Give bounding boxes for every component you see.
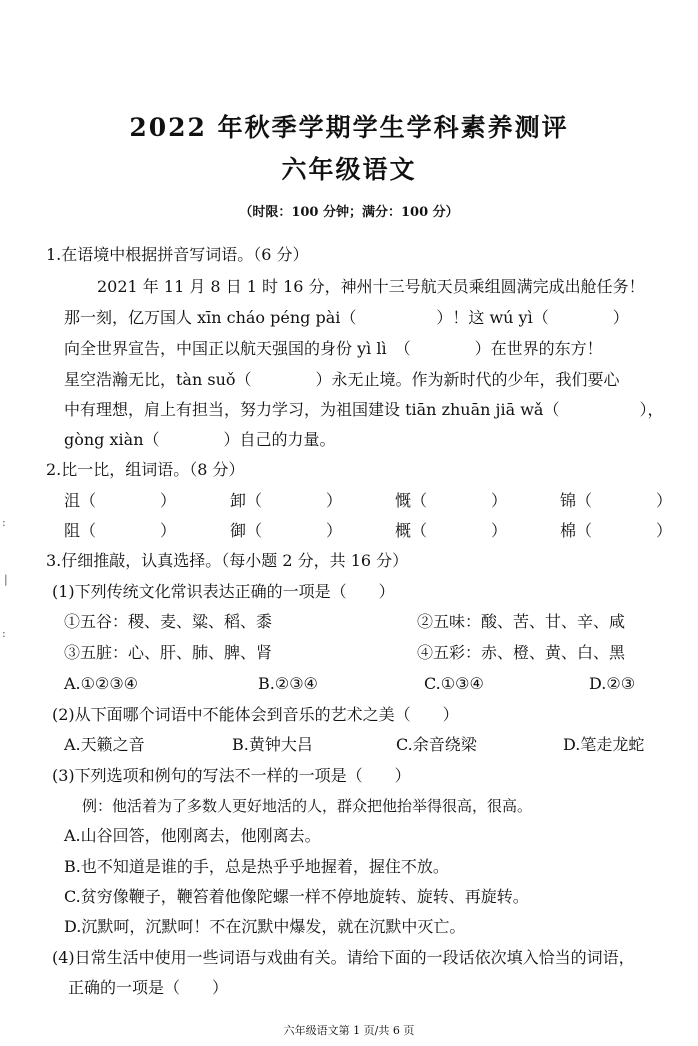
q1-heading: 1.在语境中根据拼音写词语。（6 分）	[46, 245, 309, 264]
page-footer: 六年级语文第 1 页/共 6 页	[283, 1024, 415, 1037]
q3-3-option: A.山谷回答，他刚离去，他刚离去。	[64, 826, 321, 845]
q3-3-option: C.贫穷像鞭子，鞭笞着他像陀螺一样不停地旋转、旋转、再旋转。	[64, 887, 529, 906]
q3-1-option: B.②③④	[258, 674, 318, 693]
q2-cell: 卸（ ）	[230, 491, 343, 510]
q3-4-stem-cont: 正确的一项是（ ）	[68, 978, 229, 997]
q3-3-option: B.也不知道是谁的手，总是热乎乎地握着，握住不放。	[64, 857, 449, 876]
q2-cell: 慨（ ）	[395, 491, 508, 510]
binding-mark: |	[4, 573, 8, 586]
q3-1-stem: (1)下列传统文化常识表达正确的一项是（ ）	[52, 582, 395, 601]
q2-cell: 阻（ ）	[64, 521, 177, 540]
exam-subject: 六年级语文	[281, 155, 417, 184]
q1-line: 2021 年 11 月 8 日 1 时 16 分，神州十三号航天员乘组圆满完成出舱任务！	[97, 277, 645, 296]
binding-mark: :	[2, 627, 6, 640]
q3-heading: 3.仔细推敲，认真选择。（每小题 2 分，共 16 分）	[46, 551, 409, 570]
q2-cell: 沮（ ）	[64, 491, 177, 510]
q3-2-option: B.黄钟大吕	[232, 735, 313, 754]
q1-line: gòng xiàn（ ）自己的力量。	[64, 430, 336, 449]
q2-cell: 锦（ ）	[560, 491, 673, 510]
q3-1-option: A.①②③④	[64, 674, 139, 693]
q3-1-item: ②五味：酸、苦、甘、辛、咸	[417, 612, 626, 631]
q2-heading: 2.比一比，组词语。（8 分）	[46, 460, 245, 479]
q3-3-stem: (3)下列选项和例句的写法不一样的一项是（ ）	[52, 766, 411, 785]
q3-2-option: D.笔走龙蛇	[563, 735, 645, 754]
exam-limits: （时限：100 分钟；满分：100 分）	[239, 205, 459, 220]
exam-title: 2022 年秋季学期学生学科素养测评	[129, 113, 569, 142]
q3-1-item: ④五彩：赤、橙、黄、白、黑	[417, 643, 626, 662]
q3-4-stem: (4)日常生活中使用一些词语与戏曲有关。请给下面的一段话依次填入恰当的词语，	[52, 948, 635, 967]
q1-line: 向全世界宣告，中国正以航天强国的身份 yì lì （ ）在世界的东方！	[64, 339, 603, 358]
q3-2-stem: (2)从下面哪个词语中不能体会到音乐的艺术之美（ ）	[52, 705, 459, 724]
q3-1-option: D.②③	[589, 674, 636, 693]
q3-2-option: C.余音绕梁	[396, 735, 477, 754]
q3-1-item: ①五谷：稷、麦、粱、稻、黍	[64, 612, 273, 631]
q2-cell: 概（ ）	[395, 521, 508, 540]
binding-mark: :	[2, 516, 6, 529]
q3-3-example: 例：他活着为了多数人更好地活的人，群众把他抬举得很高，很高。	[82, 797, 533, 815]
q2-cell: 御（ ）	[230, 521, 343, 540]
q3-2-option: A.天籁之音	[64, 735, 145, 754]
q3-1-item: ③五脏：心、肝、肺、脾、肾	[64, 643, 273, 662]
q1-line: 中有理想，肩上有担当，努力学习，为祖国建设 tiān zhuān jiā wǎ（ ），	[64, 400, 664, 419]
q3-3-option: D.沉默呵，沉默呵！不在沉默中爆发，就在沉默中灭亡。	[64, 917, 466, 936]
q1-line: 那一刻，亿万国人 xīn cháo péng pài（ ）！这 wú yì（ ）	[64, 308, 629, 327]
q3-1-option: C.①③④	[424, 674, 484, 693]
q1-line: 星空浩瀚无比，tàn suǒ（ ）永无止境。作为新时代的少年，我们要心	[64, 370, 620, 389]
q2-cell: 棉（ ）	[560, 521, 673, 540]
